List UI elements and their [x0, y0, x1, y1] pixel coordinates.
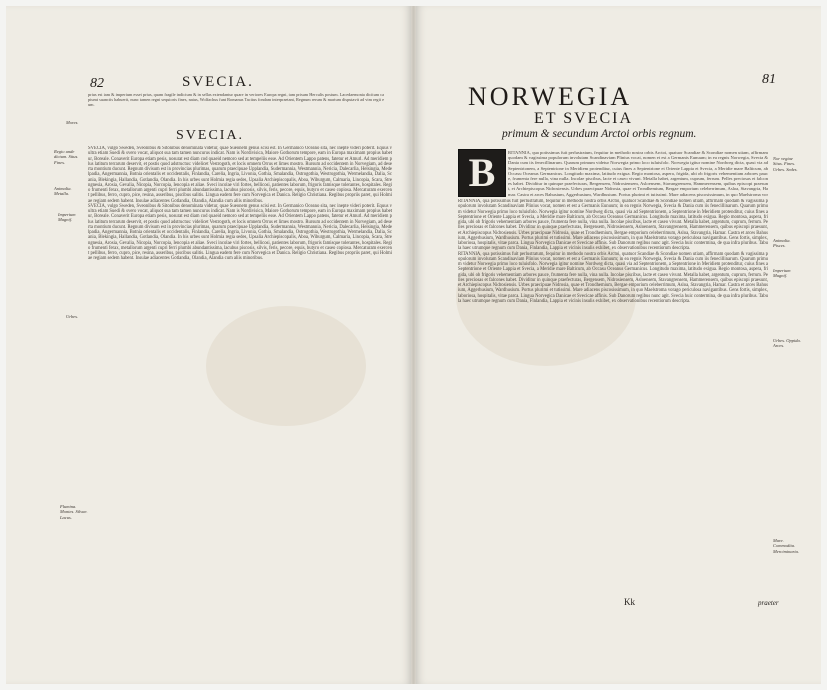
left-margin-note-5: Urbes.: [66, 314, 79, 319]
left-margin-note-1: Mores.: [66, 120, 79, 125]
decorated-initial: [458, 149, 506, 197]
left-running-title: SVECIA.: [182, 74, 254, 90]
left-margin-note-4: Imperium Magnif.: [58, 212, 76, 223]
left-margin-note-2: Regio unde dictum. Situs. Fines.: [54, 149, 79, 165]
left-page-number: 82: [90, 76, 104, 91]
book-spread: [6, 6, 821, 684]
right-margin-note-4: Urbes. Oppida. Arces.: [773, 338, 801, 349]
left-intro-text: [88, 92, 384, 124]
catchword: praeter: [758, 599, 779, 607]
right-margin-note-3: Imperium Magnif.: [773, 268, 791, 279]
left-body-paragraph-cont: SVECIA, vulgo Sweden, Sveonibus & Sitonibus denominata videtur, quae Sueonem genus scisi est. In Germanico Oceano sita, nec inepte videri poterit. Equus vultra etiam Suedi & svero vocat, aliquot sua tam tamen nuncurus indicat. Nam is Nordivisica, Maiore Gothorum tempore, eam in Europa maximam propius habetur, Boreale. Conaverit Europa etiam pesis, nosurat est diam cod quaeid nemoro sed at tempeliis esse. Ad Orientem Lappo patens, fatetur et Amurl. Ad meridiem plus latitum terrarum deservit, et postis quod adstructus: videlicet Vestrogoth, et locis omnem Orrus et limes mostro. Rursum ad occidentem in Norvegiam, ad deserta montium ducunt. Regnum divisum est in provincias plurimas, quarum praecipuae Upplandia, Sudermannia, Westmannia, Nericia, Dalecarlia, Helsingia, Medelpadia, Angermannia, Botnia orientalis et occidentalis, Finlandia, Carelia, Ingria, Livonia, Gothia, Smalandia, Ostrogothia, Westrogothia, Wermelandia, Dalia, Scania, Blekingia, Hallandia, Gotlandia, Olandia. In his urbes sunt Holmia regia sedes, Upsalia Archiepiscopalis, Aboa, Wiburgum, Calmaria, Lincopia, Scara, Strengnesia, Arosia, Gevalia, Nicopia, Norcopia, Iencopia et aliae. Sveci incolae viri fortes, bellicosi, patientes laborum, frigoris famisque tolerantes, hospitales. Regio frumenti ferax, metallorum argenti cupri ferri plumbi abundantissima, lacubus piscosis, silvis, feris, pecore, equis, butyro et caseo copiosa. Mercaturam exercent pellibus, ferro, cupro, pice, resina, asseribus, piscibus salitis. Lingua eadem fere cum Norvegica et Danica. Religio Christiana. Regibus propriis paret, qui Holmiae regiam sedem habent. Insulae adiacentes Gotlandia, Olandia, Alandia cum aliis minoribus.: [88, 203, 392, 262]
right-body-text-top: [508, 150, 768, 198]
decorated-initial-letter: B: [468, 150, 496, 195]
right-margin-note-2: Animalia. Pisces.: [773, 238, 791, 249]
signature-mark: Kk: [624, 597, 635, 607]
left-margin-note-3: Animalia. Metalla.: [54, 186, 72, 197]
right-body-text: [458, 199, 768, 601]
right-title-main: NORWEGIA: [468, 82, 633, 111]
right-title-description: primum & secundum Arctoi orbis regnum.: [502, 128, 697, 140]
left-body-text: [88, 146, 392, 596]
left-intro-paragraph: prius est iam & imperium esset prius, quam fragile indicium & in sellas extendantur quare in veriores Europa regni, tam prisum Herculis postum. Lacedaemonia dicitum capiumt suanctis habuerit, nunc tamen regni sequioris fines, natus, Wolfachus funt Romanus Tacitus fondam interpraetant, Regnum rerum & marium disputavit ad vim regii eum.: [88, 92, 384, 108]
right-page-number: 81: [762, 72, 776, 87]
right-margin-note-1: Nor vegiae Situs. Fines. Urbes. Sedes.: [773, 156, 798, 172]
left-margin-note-6: Flumina. Montes. Silvae. Lacus.: [60, 504, 88, 520]
left-section-title: SVECIA.: [176, 128, 245, 143]
right-page: [416, 6, 821, 684]
right-margin-note-5: Mare. Commodita. Merciminaria.: [773, 538, 799, 554]
left-body-paragraph: SVECIA, vulgo Sweden, Sveonibus & Sitonibus denominata videtur, quae Sueonem genus scisi est. In Germanico Oceano sita, nec inepte videri poterit. Equus vultra etiam Suedi & svero vocat, aliquot sua tam tamen nuncurus indicat. Nam is Nordivisica, Maiore Gothorum tempore, eam in Europa maximam propius habetur, Boreale. Conaverit Europa etiam pesis, nosurat est diam cod quaeid nemoro sed at tempeliis esse. Ad Orientem Lappo patens, fatetur et Amurl. Ad meridiem plus latitum terrarum deservit, et postis quod adstructus: videlicet Vestrogoth, et locis omnem Orrus et limes mostro. Rursum ad occidentem in Norvegiam, ad deserta montium ducunt. Regnum divisum est in provincias plurimas, quarum praecipuae Upplandia, Sudermannia, Westmannia, Nericia, Dalecarlia, Helsingia, Medelpadia, Angermannia, Botnia orientalis et occidentalis, Finlandia, Carelia, Ingria, Livonia, Gothia, Smalandia, Ostrogothia, Westrogothia, Wermelandia, Dalia, Scania, Blekingia, Hallandia, Gotlandia, Olandia. In his urbes sunt Holmia regia sedes, Upsalia Archiepiscopalis, Aboa, Wiburgum, Calmaria, Lincopia, Scara, Strengnesia, Arosia, Gevalia, Nicopia, Norcopia, Iencopia et aliae. Sveci incolae viri fortes, bellicosi, patientes laborum, frigoris famisque tolerantes, hospitales. Regio frumenti ferax, metallorum argenti cupri ferri plumbi abundantissima, lacubus piscosis, silvis, feris, pecore, equis, butyro et caseo copiosa. Mercaturam exercent pellibus, ferro, cupro, pice, resina, asseribus, piscibus salitis. Lingua eadem fere cum Norvegica et Danica. Religio Christiana. Regibus propriis paret, qui Holmiae regiam sedem habent. Insulae adiacentes Gotlandia, Olandia, Alandia cum aliis minoribus.: [88, 146, 392, 204]
right-body-paragraph-cont: RITANNIA, qua potissimus fuit perlustratum, fequitur in methodo nostra orbis Arctoi, quatuor Scandiae & Scondiae nomen utiam, affirmam quodam & vagissima populorum involutam Scandinaviam Plinius vocat, nomen et est a Germanis Eunuum; in ea regnis Norwegia, Svecia & Dania cum iis fenecillinarum. Quarum primum videtur Norwegia primo loco tuluisfolo. Norwegia igitur nomine Nordweg dicta, quasi via ad Septentrionem, a Septentrione in Meridiem protenditur, cuius fines a Septentrione et Oriente Lappia et Svecia, a Meridie mare Balticum, ab Occasu Oceanus Germanicus. Longitudo maxima, latitudo exigua. Regio montosa, aspera, frigida, ubi ob frigoris vehementiam arbores pauce, frumenta fere nulla, vina nulla. Incolae piscibus, lacte et caseo vivunt. Metalla habet, argentum, cuprum, ferrum. Pelles preciosas et falcones habet. Dividitur in quinque praefecturas, Bergensem, Nidrosiensem, Asloensem, Stavangrensem, Hammerensem, quibus episcopi praesunt, et Archiepiscopus Nidrosiensis. Urbes praecipuae Nidrosia, quae et Trondhemium, Bergae emporium celeberrimum, Asloa, Stavangria, Hamar. Castra et arces Bahusium, Aggerhusium, Wardhusium. Portus plurimi et tutissimi. Mare adiacens piscosissimum, in quo Maelstroma vorago periculosa navigantibus. Gens fortis, simplex, laboriosa, hospitalis, vitae parca. Lingua Norvegica Danicae et Svecicae affinis. Sub Danorum regibus nunc agit. Svecia huic contermina, de qua infra pluribus. Tabula haec utrumque regnum cum Dania, Finlandia, Lappia et vicinis insulis exhibet, ex observationibus recentiorum descripta.: [458, 251, 768, 304]
left-page: [6, 6, 411, 684]
right-title-sub: ET SVECIA: [534, 110, 634, 127]
right-body-paragraph: RITANNIA, qua potissimus fuit perlustratum, fequitur in methodo nostra orbis Arctoi, quatuor Scandiae & Scondiae nomen utiam, affirmam quodam & vagissima populorum involutam Scandinaviam Plinius vocat, nomen et est a Germanis Eunuum; in ea regnis Norwegia, Svecia & Dania cum iis fenecillinarum. Quarum primum videtur Norwegia primo loco tuluisfolo. Norwegia igitur nomine Nordweg dicta, quasi via ad Septentrionem, a Septentrione in Meridiem protenditur, cuius fines a Septentrione et Oriente Lappia et Svecia, a Meridie mare Balticum, ab Occasu Oceanus Germanicus. Longitudo maxima, latitudo exigua. Regio montosa, aspera, frigida, ubi ob frigoris vehementiam arbores pauce, frumenta fere nulla, vina nulla. Incolae piscibus, lacte et caseo vivunt. Metalla habet, argentum, cuprum, ferrum. Pelles preciosas et falcones habet. Dividitur in quinque praefecturas, Bergensem, Nidrosiensem, Asloensem, Stavangrensem, Hammerensem, quibus episcopi praesunt, et Archiepiscopus Nidrosiensis. Urbes praecipuae Nidrosia, quae et Trondhemium, Bergae emporium celeberrimum, Asloa, Stavangria, Hamar. Castra et arces Bahusium, Aggerhusium, Wardhusium. Portus plurimi et tutissimi. Mare adiacens piscosissimum, in quo Maelstroma vorago periculosa navigantibus. Gens fortis, simplex, laboriosa, hospitalis, vitae parca. Lingua Norvegica Danicae et Svecicae affinis. Sub Danorum regibus nunc agit. Svecia huic contermina, de qua infra pluribus. Tabula haec utrumque regnum cum Dania, Finlandia, Lappia et vicinis insulis exhibet, ex observationibus recentiorum descripta.: [458, 199, 768, 252]
right-body-paragraph-top: RITANNIA, qua potissimus fuit perlustratum, fequitur in methodo nostra orbis Arctoi, quatuor Scandiae & Scondiae nomen utiam, affirmam quodam & vagissima populorum involutam Scandinaviam Plinius vocat, nomen et est a Germanis Eunuum; in ea regnis Norwegia, Svecia & Dania cum iis fenecillinarum. Quarum primum videtur Norwegia primo loco tuluisfolo. Norwegia igitur nomine Nordweg dicta, quasi via ad Septentrionem, a Septentrione in Meridiem protenditur, cuius fines a Septentrione et Oriente Lappia et Svecia, a Meridie mare Balticum, ab Occasu Oceanus Germanicus. Longitudo maxima, latitudo exigua. Regio montosa, aspera, frigida, ubi ob frigoris vehementiam arbores pauce, frumenta fere nulla, vina nulla. Incolae piscibus, lacte et caseo vivunt. Metalla habet, argentum, cuprum, ferrum. Pelles preciosas et falcones habet. Dividitur in quinque praefecturas, Bergensem, Nidrosiensem, Asloensem, Stavangrensem, Hammerensem, quibus episcopi praesunt, et Archiepiscopus Nidrosiensis. Urbes praecipuae Nidrosia, quae et Trondhemium, Bergae emporium celeberrimum, Asloa, Stavangria, Hamar. Castra et arces Bahusium, Aggerhusium, Wardhusium. Portus plurimi et tutissimi. Mare adiacens piscosissimum, in quo Maelstroma vor: [508, 150, 768, 197]
